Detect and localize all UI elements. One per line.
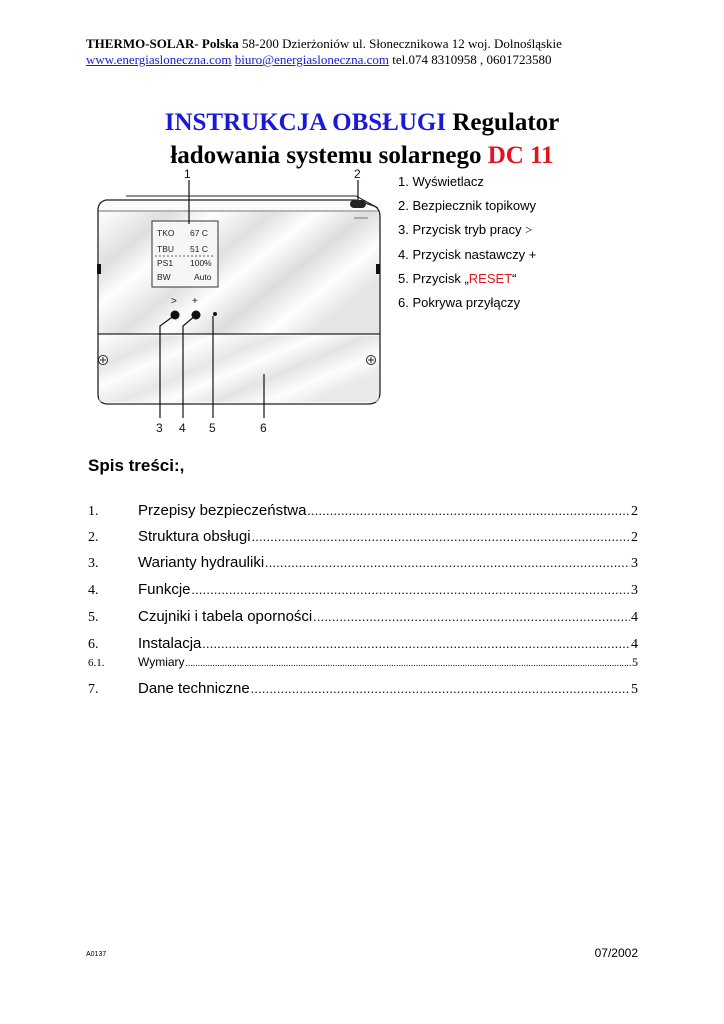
toc-leader-dots — [313, 609, 630, 625]
toc-leader-dots — [186, 658, 631, 668]
toc-entry-page: 4 — [631, 610, 638, 625]
header-line-1 — [86, 36, 646, 52]
display-panel — [152, 221, 218, 287]
toc-entry-4[interactable] — [88, 581, 638, 599]
toc-entry-label: Instalacja — [138, 635, 202, 652]
toc-title: Spis treści:, — [88, 456, 185, 475]
toc-entry-number: 7. — [88, 682, 99, 697]
reset-button[interactable] — [213, 312, 217, 316]
legend-item-5-close: “ — [512, 270, 517, 286]
cover-screw-right-icon — [367, 356, 376, 365]
toc-entry-page: 2 — [631, 504, 638, 519]
display-row1-value: 67 C — [190, 228, 208, 238]
callout-3: 3 — [156, 421, 163, 435]
controller-housing — [97, 196, 380, 404]
toc-leader-dots — [252, 529, 630, 545]
toc-entry-number: 3. — [88, 556, 99, 571]
toc-entry-number: 2. — [88, 530, 99, 545]
toc-entry-5[interactable] — [88, 608, 638, 626]
title-model: DC 11 — [487, 142, 554, 169]
email-link[interactable]: biuro@energiasloneczna.com — [234, 52, 390, 67]
toc-entry-number: 4. — [88, 583, 99, 598]
toc-entry-label: Wymiary — [138, 655, 185, 669]
toc-entry-page: 5 — [631, 682, 638, 697]
toc-entry-page: 5 — [632, 655, 638, 669]
title-line-1 — [0, 106, 724, 139]
cover-screw-left-icon — [99, 356, 108, 365]
legend-item-3-symbol: > — [525, 222, 533, 238]
legend-item-1: 1. Wyświetlacz — [398, 174, 484, 189]
display-row1-label: TKO — [157, 228, 175, 238]
toc-leader-dots — [251, 681, 630, 697]
controller-diagram — [86, 166, 396, 440]
title-subtitle: ładowania systemu solarnego — [170, 142, 488, 169]
legend-item-5-reset: RESET — [468, 270, 513, 286]
display-row4-value: Auto — [194, 272, 212, 282]
title-instruction: INSTRUKCJA OBSŁUGI — [164, 109, 447, 136]
header-line-2 — [86, 52, 646, 68]
toc-entry-6[interactable] — [88, 635, 638, 653]
legend-item-3-label: 3. Przycisk tryb pracy — [398, 222, 526, 238]
phone-numbers: tel.074 8310958 , 0601723580 — [389, 52, 552, 67]
toc-leader-dots — [192, 582, 630, 598]
document-title — [0, 106, 724, 172]
document-date: 07/2002 — [594, 946, 638, 960]
toc-entry-number: 1. — [88, 504, 99, 519]
legend-item-3 — [398, 222, 536, 246]
toc-entry-label: Dane techniczne — [138, 680, 250, 697]
toc-leader-dots — [202, 636, 630, 652]
toc-entry-label: Przepisy bezpieczeństwa — [138, 502, 307, 519]
toc-entry-page: 2 — [631, 530, 638, 545]
callout-5: 5 — [209, 421, 216, 435]
legend-item-6: 6. Pokrywa przyłączy — [398, 294, 521, 310]
toc-entry-number: 6. — [88, 637, 99, 652]
mode-button-symbol: > — [171, 296, 177, 307]
callout-4: 4 — [179, 421, 186, 435]
toc-leader-dots — [265, 555, 630, 571]
callout-2: 2 — [354, 167, 361, 181]
legend-item-4: 4. Przycisk nastawczy + — [398, 246, 537, 262]
plus-button-symbol: + — [192, 296, 198, 307]
toc-entry-page: 4 — [631, 637, 638, 652]
title-regulator: Regulator — [446, 109, 560, 136]
toc-entry-3[interactable] — [88, 554, 638, 572]
display-row2-label: TBU — [157, 244, 174, 254]
toc-entry-number: 6.1. — [88, 657, 105, 669]
legend-item-5 — [398, 271, 536, 295]
display-row3-value: 100% — [190, 258, 212, 268]
document-code: A0137 — [86, 951, 107, 958]
toc-entry-page: 3 — [631, 556, 638, 571]
display-row4-label: BW — [157, 272, 171, 282]
legend-item-2: 2. Bezpiecznik topikowy — [398, 198, 537, 214]
toc-entry-label: Warianty hydrauliki — [138, 554, 265, 571]
legend-item-5-label: 5. Przycisk „ — [398, 270, 469, 286]
website-link[interactable]: www.energiasloneczna.com — [86, 52, 232, 67]
toc-entry-label: Struktura obsługi — [138, 528, 251, 545]
toc-leader-dots — [307, 503, 630, 519]
company-name: THERMO-SOLAR- Polska — [86, 36, 239, 51]
toc-entry-label: Czujniki i tabela oporności — [138, 608, 313, 625]
toc-entry-7[interactable] — [88, 680, 638, 698]
toc-entry-number: 5. — [88, 610, 99, 625]
callout-6: 6 — [260, 421, 267, 435]
toc-entry-label: Funkcje — [138, 581, 191, 598]
toc-entry-1[interactable] — [88, 502, 638, 520]
toc-entry-2[interactable] — [88, 528, 638, 546]
diagram-legend — [398, 174, 536, 319]
company-address: 58-200 Dzierżoniów ul. Słonecznikowa 12 woj. Dolnośląskie — [238, 36, 562, 51]
toc-entry-page: 3 — [631, 583, 638, 598]
display-row2-value: 51 C — [190, 244, 208, 254]
display-row3-label: PS1 — [157, 258, 174, 268]
callout-1: 1 — [184, 167, 191, 181]
toc-entry-6-1[interactable] — [88, 655, 638, 670]
